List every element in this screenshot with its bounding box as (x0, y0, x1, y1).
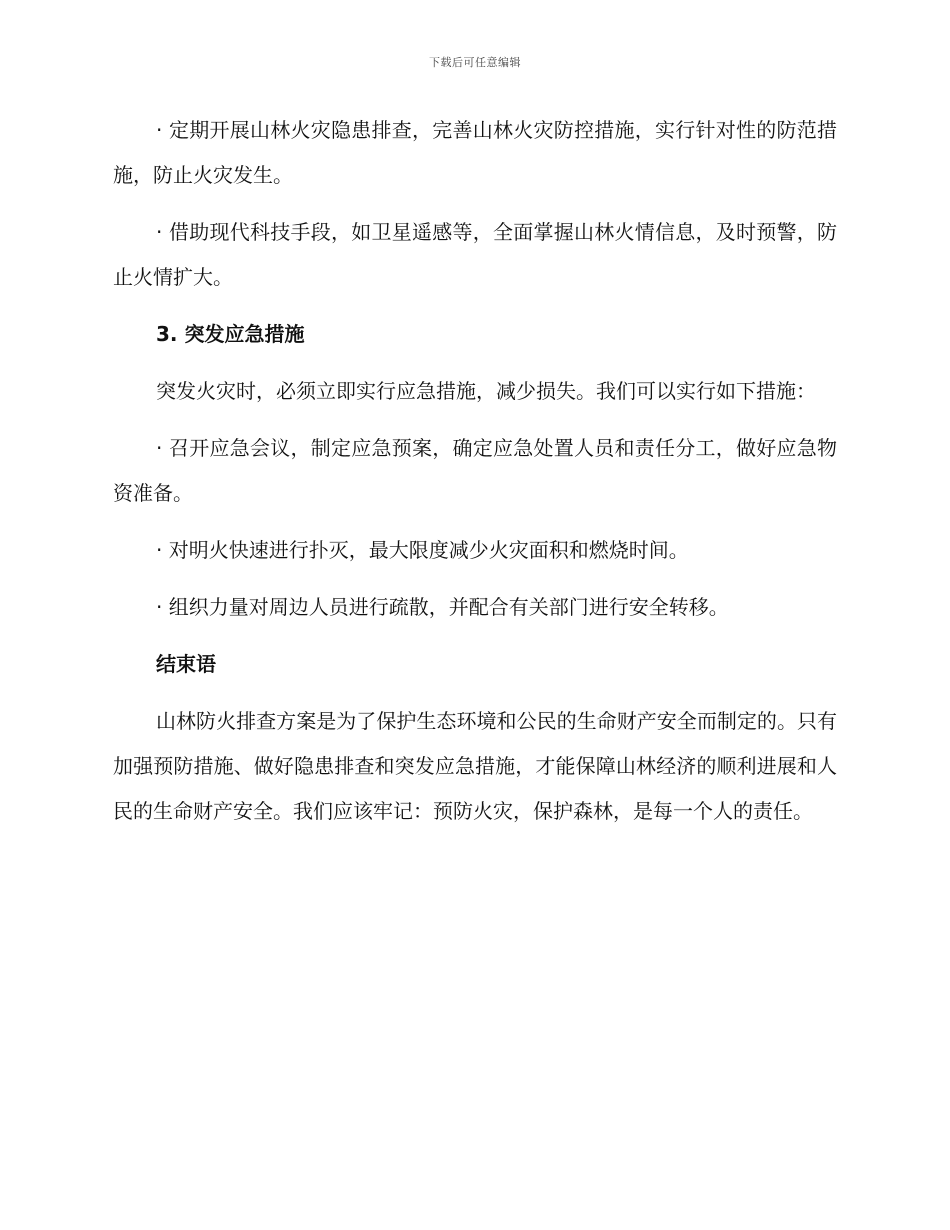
bullet-paragraph-technology: · 借助现代科技手段，如卫星遥感等，全面掌握山林火情信息，及时预警，防止火情扩大。 (113, 220, 837, 289)
page-header: 下载后可任意编辑 (429, 56, 521, 69)
bullet-paragraph-meeting: · 召开应急会议，制定应急预案，确定应急处置人员和责任分工，做好应急物资准备。 (113, 436, 837, 505)
bullet-paragraph-inspection: · 定期开展山林火灾隐患排查，完善山林火灾防控措施，实行针对性的防范措施，防止火灾发生。 (113, 118, 837, 187)
bullet-paragraph-extinguish: · 对明火快速进行扑灭，最大限度减少火灾面积和燃烧时间。 (156, 538, 689, 562)
bullet-paragraph-evacuate: · 组织力量对周边人员进行疏散，并配合有关部门进行安全转移。 (156, 595, 729, 619)
paragraph-emergency-intro: 突发火灾时，必须立即实行应急措施，减少损失。我们可以实行如下措施： (156, 379, 816, 403)
section-heading-emergency: 3. 突发应急措施 (156, 322, 305, 346)
document-body (113, 108, 837, 846)
section-heading-conclusion: 结束语 (156, 652, 216, 676)
paragraph-conclusion: 山林防火排查方案是为了保护生态环境和公民的生命财产安全而制定的。只有加强预防措施、做好隐患排查和突发应急措施，才能保障山林经济的顺利进展和人民的生命财产安全。我们应该牢记：预防火灾，保护森林，是每一个人的责任。 (113, 709, 837, 823)
